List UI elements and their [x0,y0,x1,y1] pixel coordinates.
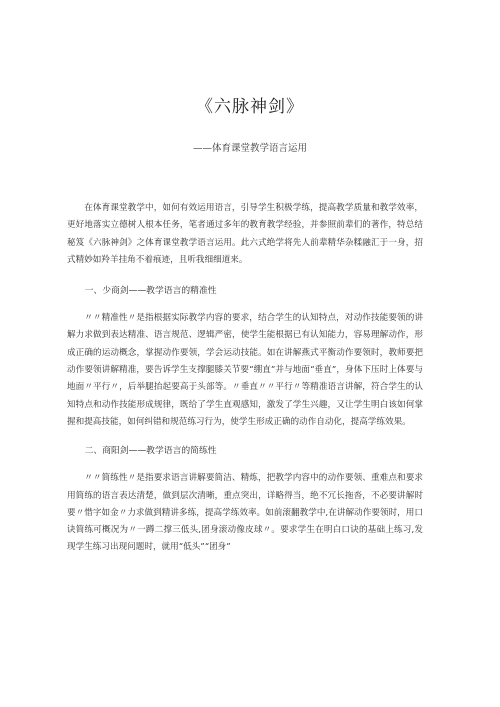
section-heading-2: 二、商阳剑——教学语言的简练性 [84,446,217,457]
section-paragraph-2: 〃〃简练性〃是指要求语言讲解要简洁、精炼，把教学内容中的动作要领、重难点和要求用简练的语言表达清楚，做到层次清晰，重点突出，详略得当，绝不冗长拖沓，不必要讲解时要〃惜字如金〃力求做到精讲多练，提高学练效率。如前滚翻教学中,在讲解动作要领时，用口诀简练可概况为〃一蹲二撑三低头,团身滚动像皮球〃。要求学生在明白口诀的基础上练习,发现学生练习出现问题时，就用“低头”“团身” [67,473,423,553]
document-subtitle: ——体育课堂教学语言运用 [192,143,307,154]
document-body [67,200,423,557]
section-heading-1: 一、少商剑——教学语言的精准性 [84,286,217,297]
section-paragraph-1: 〃〃精准性〃是指根据实际教学内容的要求，结合学生的认知特点，对动作技能要领的讲解力求做到表达精准、语言规范、逻辑严密，使学生能根据已有认知能力，容易理解动作，形成正确的运动概念，掌握动作要领，学会运动技能。如在讲解燕式平衡动作要领时，教师要把动作要领讲解精准，要告诉学生支撑腿膝关节要“绷直”并与地面“垂直”，身体下压时上体要与地面〃平行〃，后举腿抬起要高于头部等。〃垂直〃〃平行〃等精准语言讲解，符合学生的认知特点和动作技能形成规律，既给了学生直观感知，激发了学生兴趣，又让学生明白该如何掌握和提高技能，如何纠错和规范练习行为，使学生形成正确的动作自动化，提高学练效果。 [67,313,423,427]
document-title: 《六脉神剑》 [196,97,304,117]
intro-paragraph: 在体育课堂教学中，如何有效运用语言，引导学生积极学练，提高教学质量和教学效率，更好地落实立德树人根本任务，笔者通过多年的教育教学经验，并参照前辈们的著作，特总结秘笈《六脉神剑》之体育课堂教学语言运用。此六式绝学将先人前辈精华杂糅融汇于一身，招式精妙如羚羊挂角不着痕迹，且听我细细道来。 [67,203,423,265]
